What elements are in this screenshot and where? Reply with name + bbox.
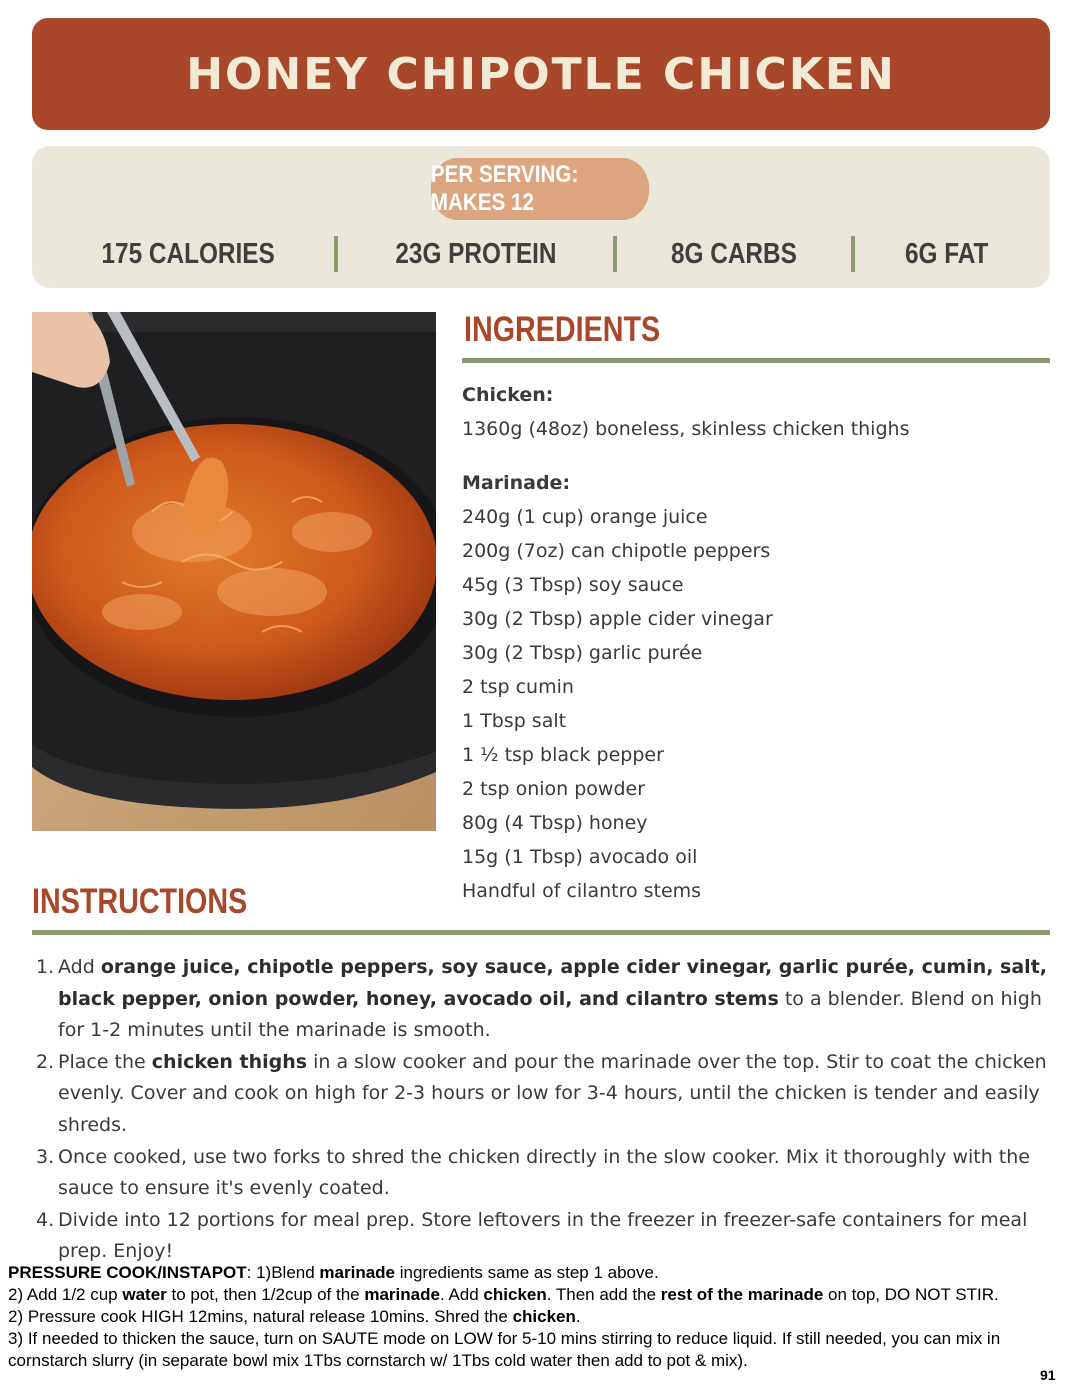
ingredient-item: 2 tsp onion powder xyxy=(462,778,646,800)
instruction-step: 1. Add orange juice, chipotle peppers, soy sauce, apple cider vinegar, garlic purée, cumin, salt, black pepper, onion powder, honey, avocado oil, and cilantro stems to a blender. Blend on high for 1-2 minutes until the marinade is smooth. xyxy=(36,952,1050,1047)
calories-stat: 175 CALORIES xyxy=(101,237,276,270)
step-number: 4. xyxy=(36,1208,55,1231)
recipe-photo xyxy=(32,312,436,831)
ingredient-item: Handful of cilantro stems xyxy=(462,880,702,902)
step-number: 2. xyxy=(36,1050,55,1073)
protein-stat: 23G PROTEIN xyxy=(394,237,557,270)
instruction-step: 4. Divide into 12 portions for meal prep. Store leftovers in the freezer in freezer-safe containers for meal prep. Enjoy! xyxy=(36,1205,1050,1268)
ingredient-item: 1 Tbsp salt xyxy=(462,710,567,732)
nutrition-panel xyxy=(32,146,1050,288)
ingredient-item: 80g (4 Tbsp) honey xyxy=(462,812,648,834)
slow-cooker-image xyxy=(32,312,436,831)
instructions-heading: INSTRUCTIONS xyxy=(32,882,248,921)
recipe-title: HONEY CHIPOTLE CHICKEN xyxy=(186,48,896,100)
instruction-step: 3. Once cooked, use two forks to shred the chicken directly in the slow cooker. Mix it thoroughly with the sauce to ensure it's evenly coated. xyxy=(36,1142,1050,1205)
stat-divider xyxy=(334,236,338,272)
title-banner xyxy=(32,18,1050,130)
ingredient-item: 200g (7oz) can chipotle peppers xyxy=(462,540,771,562)
ingredient-item: 45g (3 Tbsp) soy sauce xyxy=(462,574,684,596)
instructions-divider xyxy=(32,930,1050,935)
ingredients-heading: INGREDIENTS xyxy=(464,310,661,349)
ingredient-item: 15g (1 Tbsp) avocado oil xyxy=(462,846,698,868)
carbs-stat: 8G CARBS xyxy=(671,237,798,270)
ingredient-item: 1 ½ tsp black pepper xyxy=(462,744,664,766)
ingredient-item: 2 tsp cumin xyxy=(462,676,574,698)
instruction-step: 2. Place the chicken thighs in a slow cooker and pour the marinade over the top. Stir to coat the chicken evenly. Cover and cook on high for 2-3 hours or low for 3-4 hours, until the chicken is tender and easily shreds. xyxy=(36,1047,1050,1142)
ingredient-item: 1360g (48oz) boneless, skinless chicken thighs xyxy=(462,418,910,440)
step-number: 1. xyxy=(36,956,55,978)
marinade-label: Marinade: xyxy=(462,472,571,494)
instructions-list xyxy=(36,952,1050,1268)
page-number: 91 xyxy=(1040,1367,1056,1383)
stat-divider xyxy=(613,236,617,272)
pressure-cook-line: PRESSURE COOK/INSTAPOT: 1)Blend marinade ingredients same as step 1 above. xyxy=(8,1263,659,1282)
nutrition-stats xyxy=(32,232,1050,276)
ingredients-divider xyxy=(462,358,1050,363)
step-number: 3. xyxy=(36,1145,55,1168)
stat-divider xyxy=(851,236,855,272)
ingredient-item: 30g (2 Tbsp) garlic purée xyxy=(462,642,703,664)
pressure-cook-line: 2) Pressure cook HIGH 12mins, natural release 10mins. Shred the chicken. xyxy=(8,1307,581,1326)
chicken-label: Chicken: xyxy=(462,384,554,406)
pressure-cook-notes xyxy=(8,1262,1070,1372)
ingredients-list xyxy=(462,378,1052,908)
ingredient-item: 30g (2 Tbsp) apple cider vinegar xyxy=(462,608,773,630)
pressure-cook-line: 2) Add 1/2 cup water to pot, then 1/2cup of the marinade. Add chicken. Then add the rest of the marinade on top, DO NOT STIR. xyxy=(8,1285,999,1304)
serving-badge: PER SERVING: MAKES 12 xyxy=(431,158,649,220)
fat-stat: 6G FAT xyxy=(905,237,989,270)
ingredient-item: 240g (1 cup) orange juice xyxy=(462,506,708,528)
pressure-cook-line: 3) If needed to thicken the sauce, turn on SAUTE mode on LOW for 5-10 mins stirring to reduce liquid. If still needed, you can mix in cornstarch slurry (in separate bowl mix 1Tbs cornstarch w/ 1Tbs cold water then add to pot & mix). xyxy=(8,1329,1001,1370)
